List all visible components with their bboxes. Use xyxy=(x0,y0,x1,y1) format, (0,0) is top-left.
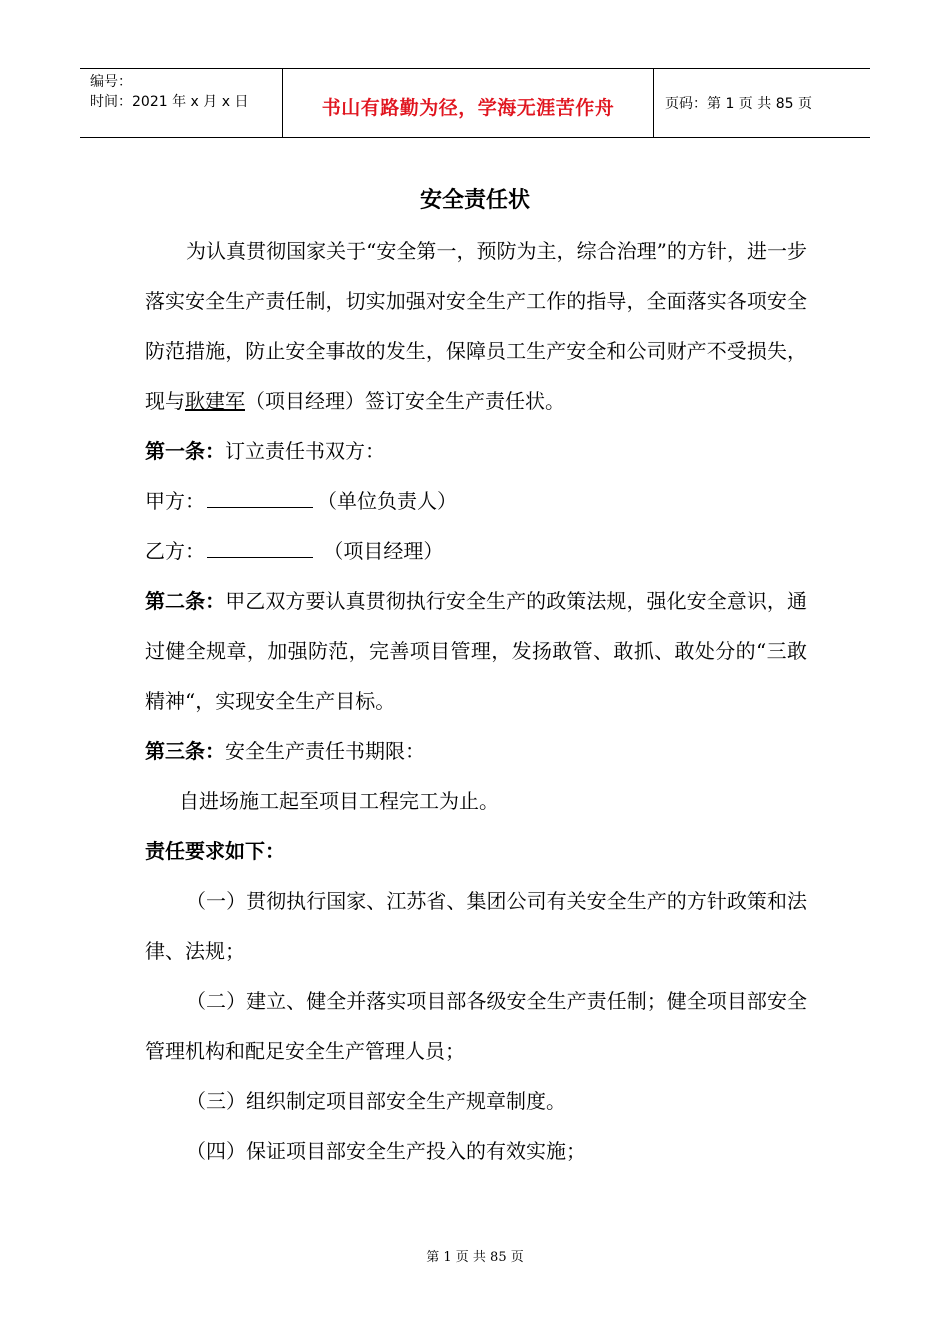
intro-text-end: （项目经理）签订安全生产责任状。 xyxy=(245,389,565,413)
header-motto-cell xyxy=(282,69,654,137)
article-2-heading: 第二条： xyxy=(145,589,226,613)
article-3-heading: 第三条： xyxy=(145,739,225,763)
article-2 xyxy=(145,576,807,726)
term-text: 自进场施工起至项目工程完工为止。 xyxy=(179,789,499,813)
party-b-role: （项目经理） xyxy=(323,539,444,563)
party-b-label: 乙方： xyxy=(145,539,205,563)
article-3-text: 安全生产责任书期限： xyxy=(225,739,425,763)
requirement-item: （四）保证项目部安全生产投入的有效实施； xyxy=(186,1139,586,1163)
article-1-text: 订立责任书双方： xyxy=(225,439,385,463)
article-3 xyxy=(145,726,807,776)
party-a-line xyxy=(145,476,807,526)
intro-paragraph xyxy=(145,226,807,426)
party-b-line xyxy=(145,526,807,576)
document-date: 时间：2021 年 x 月 x 日 xyxy=(90,94,249,110)
party-a-blank xyxy=(207,489,313,508)
document-number: 编号： xyxy=(90,74,132,90)
requirement-item: （三）组织制定项目部安全生产规章制度。 xyxy=(186,1089,566,1113)
article-2-text: 甲乙双方要认真贯彻执行安全生产的政策法规，强化安全意识，通过健全规章，加强防范，完善项目管理，发扬敢管、敢抓、敢处分的“三敢精神“，实现安全生产目标。 xyxy=(145,589,807,713)
header-meta-cell xyxy=(80,69,282,137)
header-page-cell xyxy=(654,69,870,137)
requirement-item: （二）建立、健全并落实项目部各级安全生产责任制；健全项目部安全管理机构和配足安全生产管理人员； xyxy=(145,989,807,1063)
document-title: 安全责任状 xyxy=(419,188,530,213)
requirements-heading: 责任要求如下： xyxy=(145,839,285,863)
header-page-number: 页码：第 1 页 共 85 页 xyxy=(665,96,812,112)
page-footer: 第 1 页 共 85 页 xyxy=(426,1250,524,1265)
requirement-item: （一）贯彻执行国家、江苏省、集团公司有关安全生产的方针政策和法律、法规； xyxy=(145,889,807,963)
document-body xyxy=(145,226,807,1176)
intro-text: 为认真贯彻国家关于“安全第一，预防为主，综合治理”的方针，进一步落实安全生产责任制，切实加强对安全生产工作的指导，全面落实各项安全防范措施，防止安全事故的发生，保障员工生产安全和公司财产不受损失，现与 xyxy=(145,239,807,413)
header-motto: 书山有路勤为径，学海无涯苦作舟 xyxy=(321,96,615,119)
header-table xyxy=(80,68,870,138)
manager-name: 耿建军 xyxy=(185,389,245,413)
article-1-heading: 第一条： xyxy=(145,439,225,463)
party-b-blank xyxy=(207,539,313,558)
party-a-role: （单位负责人） xyxy=(317,489,457,513)
party-a-label: 甲方： xyxy=(145,489,205,513)
article-1 xyxy=(145,426,807,476)
